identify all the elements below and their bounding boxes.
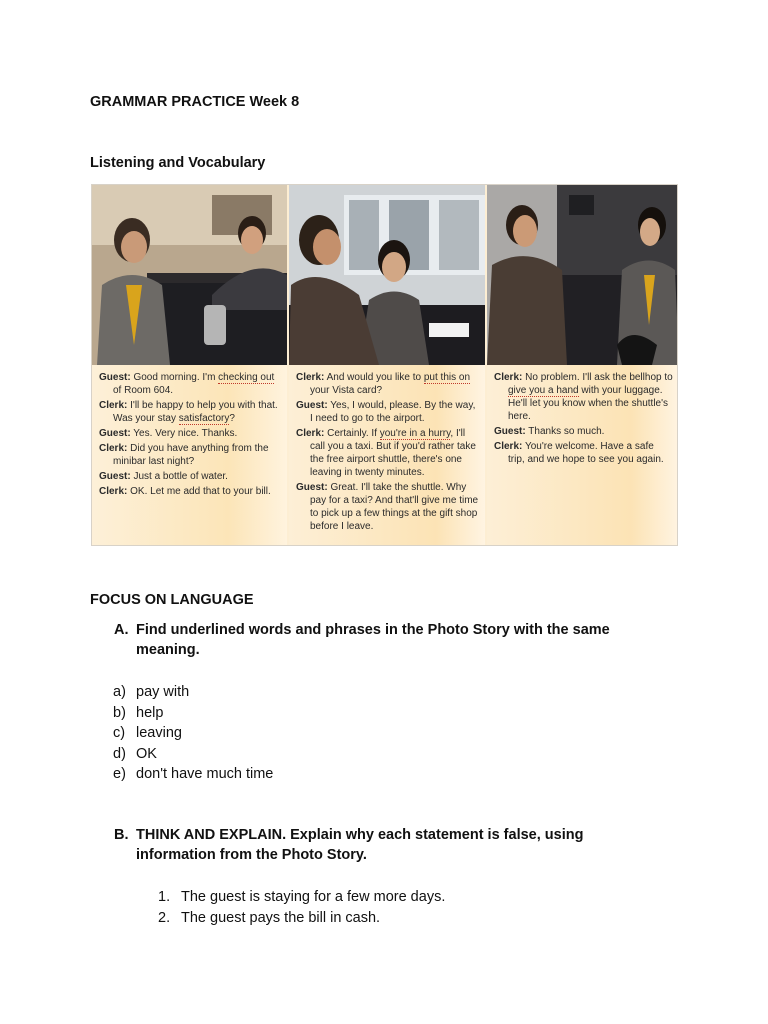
underlined-phrase: give you a hand [508, 385, 579, 396]
section-b-text: THINK AND EXPLAIN. Explain why each statement is false, using information from the Photo Story. [136, 827, 584, 863]
section-b-label: B. [114, 827, 129, 843]
list-marker: b) [113, 704, 126, 721]
dialogue-text: Thanks so much. [525, 426, 605, 437]
speaker-label: Clerk: [494, 372, 523, 383]
speaker-label: Clerk: [99, 400, 128, 411]
list-marker: c) [113, 725, 126, 741]
underlined-phrase: satisfactory [178, 413, 230, 424]
dialogue-line [99, 485, 281, 498]
list-text: help [136, 704, 164, 721]
speaker-label: Clerk: [494, 441, 523, 452]
speaker-label: Guest: [296, 400, 328, 411]
speaker-label: Clerk: [99, 443, 128, 454]
dialogue-panel-3 [487, 365, 678, 545]
dialogue-line [494, 371, 673, 423]
list-item [113, 682, 273, 703]
dialogue-text: Great. I'll take the shuttle. Why pay for a taxi? And that'll give me time to pick up a few things at the gift shop before I leave. [310, 482, 479, 532]
story-panel-3 [487, 185, 678, 545]
dialogue-text: , I'll call you a taxi. But if you'd rather take the free airport shuttle, there's one leaving in twenty minutes. [310, 428, 476, 478]
list-text: The guest pays the bill in cash. [181, 909, 381, 926]
dialogue-text: Yes, I would, please. By the way, I need to go to the airport. [310, 400, 476, 424]
dialogue-text: You're welcome. Have a safe trip, and we hope to see you again. [508, 441, 664, 465]
dialogue-panel-1 [92, 365, 287, 545]
page-title: GRAMMAR PRACTICE Week 8 [90, 94, 300, 110]
dialogue-text: your Vista card? [310, 385, 383, 396]
underlined-phrase: you're in a hurry [379, 428, 451, 439]
dialogue-line [99, 399, 281, 425]
list-item [158, 908, 445, 929]
dialogue-line [296, 427, 479, 479]
story-panel-2 [289, 185, 485, 545]
section-a-list [113, 682, 273, 785]
dialogue-text: Did you have anything from the minibar last night? [113, 443, 269, 467]
dialogue-text: of Room 604. [113, 385, 174, 396]
speaker-label: Guest: [99, 471, 131, 482]
photo-card-payment [289, 185, 485, 365]
dialogue-line [99, 427, 281, 440]
speaker-label: Clerk: [296, 372, 325, 383]
speaker-label: Clerk: [99, 486, 128, 497]
list-text: don't have much time [136, 766, 274, 782]
dialogue-text: OK. Let me add that to your bill. [127, 486, 271, 497]
dialogue-line [296, 371, 479, 397]
dialogue-line [296, 399, 479, 425]
section-a-label: A. [114, 622, 129, 638]
list-item [113, 744, 273, 765]
list-item [158, 887, 445, 908]
dialogue-text: with your luggage. He'll let you know when the shuttle's here. [508, 385, 669, 422]
focus-heading: FOCUS ON LANGUAGE [90, 592, 254, 608]
speaker-label: Guest: [296, 482, 328, 493]
dialogue-panel-2 [289, 365, 485, 545]
list-marker: d) [113, 745, 126, 762]
section-b-list [158, 887, 445, 928]
list-text: The guest is staying for a few more days. [181, 889, 446, 905]
list-marker: e) [113, 766, 126, 782]
section-subtitle: Listening and Vocabulary [90, 155, 266, 171]
list-text: leaving [136, 725, 182, 741]
dialogue-line [296, 481, 479, 533]
section-a-text: Find underlined words and phrases in the Photo Story with the same meaning. [136, 622, 610, 658]
photo-story [91, 184, 678, 546]
dialogue-text: Certainly. If [324, 428, 380, 439]
dialogue-line [99, 442, 281, 468]
dialogue-text: Yes. Very nice. Thanks. [130, 428, 238, 439]
photo-farewell [487, 185, 678, 365]
list-item [113, 764, 273, 785]
list-marker: a) [113, 684, 126, 700]
speaker-label: Guest: [99, 428, 131, 439]
dialogue-text: And would you like to [324, 372, 424, 383]
underlined-phrase: put this on [423, 372, 471, 383]
speaker-label: Guest: [494, 426, 526, 437]
dialogue-line [99, 470, 281, 483]
dialogue-line [494, 440, 673, 466]
underlined-phrase: checking out [218, 372, 275, 383]
section-a-heading [114, 620, 656, 660]
dialogue-text: Good morning. I'm [130, 372, 219, 383]
list-marker: 1. [158, 889, 171, 905]
list-text: pay with [136, 684, 190, 700]
dialogue-text: I'll be happy to help you with that. Was your stay [113, 400, 278, 424]
speaker-label: Guest: [99, 372, 131, 383]
speaker-label: Clerk: [296, 428, 325, 439]
photo-checkout-desk [92, 185, 287, 365]
section-b-heading [114, 825, 656, 865]
story-panel-1 [92, 185, 287, 545]
list-item [113, 723, 273, 744]
dialogue-line [99, 371, 281, 397]
dialogue-line [494, 425, 673, 438]
dialogue-text: Just a bottle of water. [130, 471, 228, 482]
dialogue-text: No problem. I'll ask the bellhop to [522, 372, 673, 383]
list-item [113, 703, 273, 724]
list-marker: 2. [158, 909, 171, 926]
list-text: OK [136, 745, 157, 762]
dialogue-text: ? [229, 413, 235, 424]
